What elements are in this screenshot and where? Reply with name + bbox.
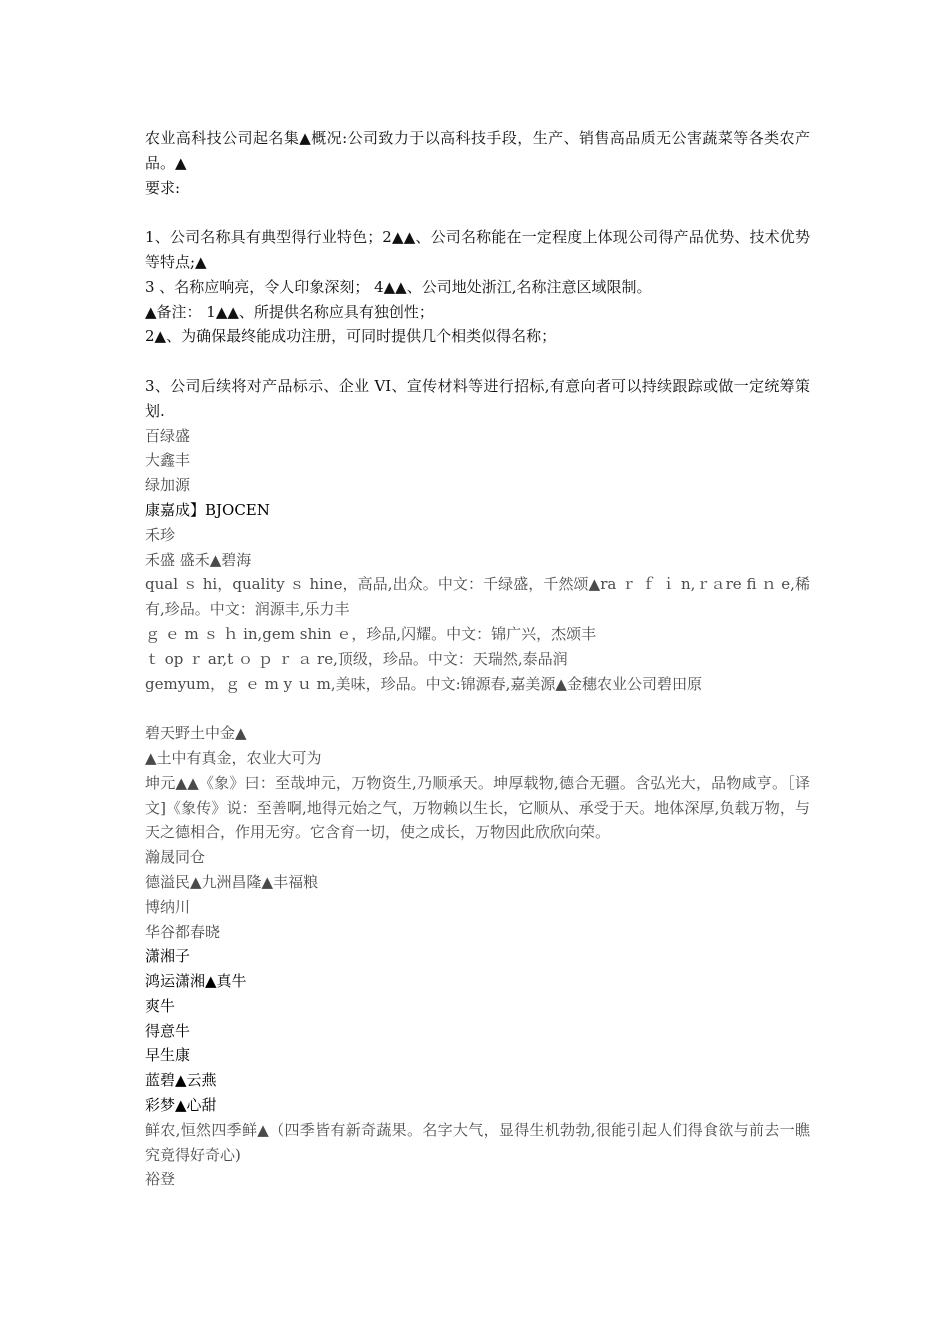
name-item: 蓝碧▲云燕 [145, 1071, 217, 1090]
english-name-line: qual ｓ hi，quality ｓ hine，高品,出众。中文：千绿盛，千然颂▲ra ｒ ｆ ｉ n,ｒａre fi ｎ e,稀有,珍品。中文：润源丰,乐力丰 [145, 575, 810, 619]
name-item: 绿加源 [145, 476, 191, 495]
english-name-line: ｔ op ｒ ar,t ｏ ｐ ｒ ａ re,顶级，珍品。中文：天瑞然,泰品润 [145, 649, 568, 668]
kunyuan-paragraph: 坤元▲▲《象》曰：至哉坤元，万物资生,乃顺承天。坤厚载物,德合无疆。含弘光大，品物咸亨。［译文]《象传》说：至善啊,地得元始之气，万物赖以生长，它顺从、承受于天。地体深厚,负载万物，与天之德相合，作用无穷。它含育一切，使之成长，万物因此欣欣向荣。 [145, 773, 810, 842]
name-item: 百绿盛 [145, 426, 191, 445]
intro-paragraph: 农业高科技公司起名集▲概况:公司致力于以高科技手段，生产、销售高品质无公害蔬菜等各类农产品。▲ [145, 129, 810, 172]
document-body [145, 126, 810, 1192]
name-item: 彩梦▲心甜 [145, 1096, 217, 1115]
name-item: 博纳川 [145, 897, 191, 916]
name-item: 鸿运潇湘▲真牛 [145, 972, 247, 991]
english-name-line: gemyum，ｇ ｅ m y ｕ m,美味，珍品。中文:锦源春,嘉美源▲金穗农业公司碧田原 [145, 674, 702, 693]
name-item: 瀚晟同仓 [145, 848, 206, 867]
note-3: 3、公司后续将对产品标示、企业 VI、宣传材料等进行招标,有意向者可以持续跟踪或做一定统筹策划. [145, 376, 810, 420]
english-name-line: ｇ ｅ m ｓ ｈ in,gem shin ｅ，珍品,闪耀。中文：锦广兴，杰颂丰 [145, 624, 597, 643]
name-item: 禾珍 [145, 525, 176, 544]
name-item: 禾盛 盛禾▲碧海 [145, 550, 252, 569]
name-item: 爽牛 [145, 996, 176, 1015]
name-item: ▲土中有真金，农业大可为 [145, 748, 322, 767]
name-item: 大鑫丰 [145, 451, 191, 470]
name-item: 裕登 [145, 1170, 176, 1189]
note-2: 2▲、为确保最终能成功注册，可同时提供几个相类似得名称； [145, 327, 557, 346]
name-item: 得意牛 [145, 1021, 191, 1040]
xiannong-paragraph: 鲜农,恒然四季鲜▲（四季皆有新奇蔬果。名字大气，显得生机勃勃,很能引起人们得食欲与前去一瞧究竟得好奇心) [145, 1120, 810, 1164]
requirements-title: 要求: [145, 178, 181, 197]
requirement-1: 1、公司名称具有典型得行业特色；2▲▲、公司名称能在一定程度上体现公司得产品优势、技术优势等特点;▲ [145, 228, 810, 271]
name-item: 潇湘子 [145, 947, 191, 966]
spacer [145, 696, 810, 721]
name-item: 碧天野土中金▲ [145, 724, 247, 743]
requirement-3: 3 、名称应响亮，令人印象深刻； 4▲▲、公司地处浙江,名称注意区域限制。 [145, 277, 652, 296]
name-item: 华谷都春晓 [145, 922, 221, 941]
note-1: ▲备注： 1▲▲、所提供名称应具有独创性； [145, 302, 434, 321]
spacer [145, 349, 810, 374]
spacer [145, 200, 810, 225]
name-item: 德溢民▲九洲昌隆▲丰福粮 [145, 872, 319, 891]
name-item: 康嘉成】BJOCEN [145, 500, 270, 519]
name-item: 早生康 [145, 1046, 191, 1065]
